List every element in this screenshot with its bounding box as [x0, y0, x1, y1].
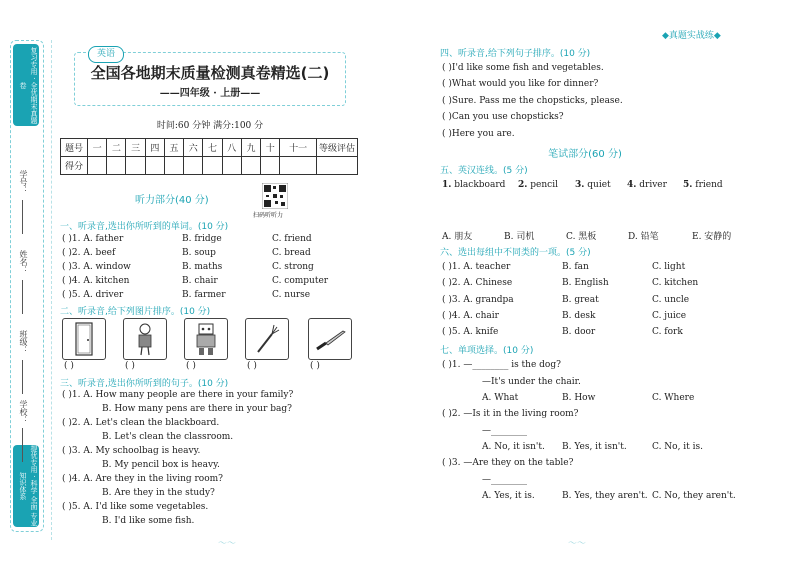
- person-icon: [124, 319, 166, 359]
- s5-en-2: [518, 180, 558, 190]
- binding-separator: [51, 40, 52, 540]
- s5-en-4-num: 4.: [627, 180, 637, 190]
- qr-caption: 扫码听听力: [253, 212, 284, 219]
- score-cell: 四: [145, 139, 164, 157]
- school-label: 学校：: [19, 400, 28, 424]
- s7-q2-a: A. No, it isn't.: [482, 442, 545, 452]
- s7-q3-b: B. Yes, they aren't.: [562, 491, 648, 501]
- subject-badge: 英语: [88, 46, 124, 63]
- s1-item-2-b: B. soup: [182, 248, 216, 258]
- score-cell: 十一: [280, 139, 317, 157]
- s5-en-5: [683, 180, 723, 190]
- student-id-label: 学号：: [19, 170, 28, 194]
- s5-en-1-word: blackboard: [454, 180, 506, 190]
- s1-item-2-c: C. bread: [272, 248, 311, 258]
- s4-item-4: ( )Can you use chopsticks?: [442, 112, 564, 122]
- s6-item-3-b: B. great: [562, 295, 599, 305]
- s6-item-1-c: C. light: [652, 262, 686, 272]
- score-table-score-row: [61, 157, 358, 175]
- s1-item-2-a: ( )2. A. beef: [62, 248, 116, 258]
- s5-cn-3: C. 黑板: [566, 232, 597, 242]
- s2-bracket-4[interactable]: ( ): [247, 361, 257, 371]
- s5-cn-4: D. 铅笔: [628, 232, 659, 242]
- s7-q2-b: B. Yes, it isn't.: [562, 442, 627, 452]
- s3-item-5-a: ( )5. A. I'd like some vegetables.: [62, 502, 209, 512]
- score-cell: 七: [203, 139, 222, 157]
- section-2-title: 二、听录音,给下列图片排序。(10 分): [60, 307, 211, 317]
- robot-icon: [185, 319, 227, 359]
- score-input-cell[interactable]: [88, 157, 107, 175]
- s5-en-4-word: driver: [639, 180, 667, 190]
- s7-q1-b: B. How: [562, 393, 596, 403]
- s3-item-2-a: ( )2. A. Let's clean the blackboard.: [62, 418, 220, 428]
- score-cell: 二: [107, 139, 126, 157]
- listening-heading: 听力部分(40 分): [135, 195, 209, 206]
- name-line: [22, 280, 23, 314]
- score-table: [60, 138, 358, 175]
- s4-item-1: ( )I'd like some fish and vegetables.: [442, 63, 604, 73]
- score-input-cell[interactable]: [184, 157, 203, 175]
- s7-q2-c: C. No, it is.: [652, 442, 704, 452]
- s7-q3-stem: ( )3. —Are they on the table?: [442, 458, 574, 468]
- s1-item-3-c: C. strong: [272, 262, 314, 272]
- s5-en-5-word: friend: [695, 180, 723, 190]
- score-table-header-row: [61, 139, 358, 157]
- s1-item-1-a: ( )1. A. father: [62, 234, 124, 244]
- section-3-title: 三、听录音,选出你所听到的句子。(10 分): [60, 379, 229, 389]
- written-heading: 笔试部分(60 分): [548, 149, 622, 160]
- binding-top-label: 复习专用 · 全优期末真题卷: [13, 44, 39, 126]
- s1-item-5-b: B. farmer: [182, 290, 226, 300]
- section-6-title: 六、选出每组中不同类的一项。(5 分): [440, 248, 591, 258]
- picture-knife: [308, 318, 352, 360]
- school-line: [22, 428, 23, 462]
- class-label: 班级：: [19, 330, 28, 354]
- score-input-cell[interactable]: [164, 157, 183, 175]
- qr-code-icon[interactable]: [262, 183, 288, 209]
- s5-en-2-num: 2.: [518, 180, 528, 190]
- score-cell: 八: [222, 139, 241, 157]
- s7-q2-stem: ( )2. —Is it in the living room?: [442, 409, 579, 419]
- score-input-cell[interactable]: [241, 157, 260, 175]
- score-cell: 等级评估: [317, 139, 358, 157]
- page-mark-left: 〜〜: [218, 539, 237, 549]
- s7-q3-c: C. No, they aren't.: [652, 491, 736, 501]
- s6-item-5-b: B. door: [562, 327, 596, 337]
- score-cell: 三: [126, 139, 145, 157]
- s3-item-4-b: B. Are they in the study?: [102, 488, 215, 498]
- s3-item-4-a: ( )4. A. Are they in the living room?: [62, 474, 223, 484]
- s7-q3-reply: —________: [482, 475, 527, 485]
- door-icon: [63, 319, 105, 359]
- s7-q1-reply: —It's under the chair.: [482, 377, 581, 387]
- section-5-title: 五、英汉连线。(5 分): [440, 166, 528, 176]
- page-title: 全国各地期末质量检测真卷精选(二): [90, 64, 330, 82]
- s6-item-4-a: ( )4. A. chair: [442, 311, 499, 321]
- s2-bracket-5[interactable]: ( ): [310, 361, 320, 371]
- s7-q1-a: A. What: [482, 393, 519, 403]
- s1-item-5-a: ( )5. A. driver: [62, 290, 124, 300]
- s3-item-1-a: ( )1. A. How many people are there in your family?: [62, 390, 294, 400]
- s3-item-2-b: B. Let's clean the classroom.: [102, 432, 234, 442]
- s4-item-5: ( )Here you are.: [442, 129, 515, 139]
- s3-item-5-b: B. I'd like some fish.: [102, 516, 195, 526]
- s5-en-5-num: 5.: [683, 180, 693, 190]
- score-input-cell[interactable]: [126, 157, 145, 175]
- s1-item-4-c: C. computer: [272, 276, 329, 286]
- s5-en-2-word: pencil: [530, 180, 558, 190]
- s6-item-1-b: B. fan: [562, 262, 589, 272]
- page-mark-right: 〜〜: [568, 539, 587, 549]
- student-id-line: [22, 200, 23, 234]
- score-cell: 九: [241, 139, 260, 157]
- s7-q2-reply: —________: [482, 426, 527, 436]
- score-input-cell[interactable]: [222, 157, 241, 175]
- picture-door: [62, 318, 106, 360]
- section-tag: ◆真题实战练◆: [662, 31, 721, 41]
- s6-item-3-a: ( )3. A. grandpa: [442, 295, 514, 305]
- section-7-title: 七、单项选择。(10 分): [440, 346, 534, 356]
- s4-item-3: ( )Sure. Pass me the chopsticks, please.: [442, 96, 623, 106]
- s5-en-3-num: 3.: [575, 180, 585, 190]
- s1-item-4-a: ( )4. A. kitchen: [62, 276, 130, 286]
- s2-bracket-2[interactable]: ( ): [125, 361, 135, 371]
- knife-icon: [309, 319, 351, 359]
- score-cell: 六: [184, 139, 203, 157]
- page-subtitle: ——四年级 · 上册——: [159, 88, 261, 99]
- binding-bottom-label: 提优专用 · 科学 全面 专业 知识体系: [13, 445, 39, 527]
- time-info: 时间:60 分钟 满分:100 分: [156, 121, 264, 131]
- s3-item-3-a: ( )3. A. My schoolbag is heavy.: [62, 446, 201, 456]
- s4-item-2: ( )What would you like for dinner?: [442, 79, 599, 89]
- s5-en-3: [575, 180, 611, 190]
- score-cell: 五: [164, 139, 183, 157]
- s2-bracket-1[interactable]: ( ): [64, 361, 74, 371]
- s1-item-3-b: B. maths: [182, 262, 223, 272]
- s6-item-3-c: C. uncle: [652, 295, 690, 305]
- s5-en-3-word: quiet: [587, 180, 611, 190]
- s6-item-4-c: C. juice: [652, 311, 687, 321]
- s3-item-3-b: B. My pencil box is heavy.: [102, 460, 220, 470]
- fork-icon: [246, 319, 288, 359]
- score-cell: 一: [88, 139, 107, 157]
- s5-cn-2: B. 司机: [504, 232, 535, 242]
- s6-item-5-c: C. fork: [652, 327, 683, 337]
- name-label: 姓名：: [19, 250, 28, 274]
- score-input-cell[interactable]: [145, 157, 164, 175]
- s1-item-1-b: B. fridge: [182, 234, 222, 244]
- score-cell: 十: [261, 139, 280, 157]
- s1-item-3-a: ( )3. A. window: [62, 262, 131, 272]
- picture-robot: [184, 318, 228, 360]
- s6-item-2-b: B. English: [562, 278, 609, 288]
- s5-en-1: [442, 180, 505, 190]
- s7-q1-stem: ( )1. —________ is the dog?: [442, 360, 561, 370]
- score-input-cell[interactable]: [261, 157, 280, 175]
- s6-item-2-a: ( )2. A. Chinese: [442, 278, 513, 288]
- s6-item-1-a: ( )1. A. teacher: [442, 262, 511, 272]
- score-input-cell[interactable]: [203, 157, 222, 175]
- s5-en-4: [627, 180, 667, 190]
- score-input-cell[interactable]: [317, 157, 358, 175]
- s5-en-1-num: 1.: [442, 180, 452, 190]
- score-cell: 题号: [61, 139, 88, 157]
- s1-item-5-c: C. nurse: [272, 290, 311, 300]
- s7-q3-a: A. Yes, it is.: [482, 491, 535, 501]
- s6-item-4-b: B. desk: [562, 311, 596, 321]
- s7-q1-c: C. Where: [652, 393, 695, 403]
- s5-cn-5: E. 安静的: [692, 232, 732, 242]
- s3-item-1-b: B. How many pens are there in your bag?: [102, 404, 292, 414]
- section-1-title: 一、听录音,选出你所听到的单词。(10 分): [60, 222, 229, 232]
- s5-cn-1: A. 朋友: [442, 232, 473, 242]
- s1-item-1-c: C. friend: [272, 234, 312, 244]
- score-input-cell[interactable]: [107, 157, 126, 175]
- s1-item-4-b: B. chair: [182, 276, 218, 286]
- class-line: [22, 360, 23, 394]
- score-row-label: 得分: [61, 157, 88, 175]
- section-4-title: 四、听录音,给下列句子排序。(10 分): [440, 49, 591, 59]
- picture-person: [123, 318, 167, 360]
- s2-bracket-3[interactable]: ( ): [186, 361, 196, 371]
- s6-item-5-a: ( )5. A. knife: [442, 327, 499, 337]
- s6-item-2-c: C. kitchen: [652, 278, 699, 288]
- picture-fork: [245, 318, 289, 360]
- score-input-cell[interactable]: [280, 157, 317, 175]
